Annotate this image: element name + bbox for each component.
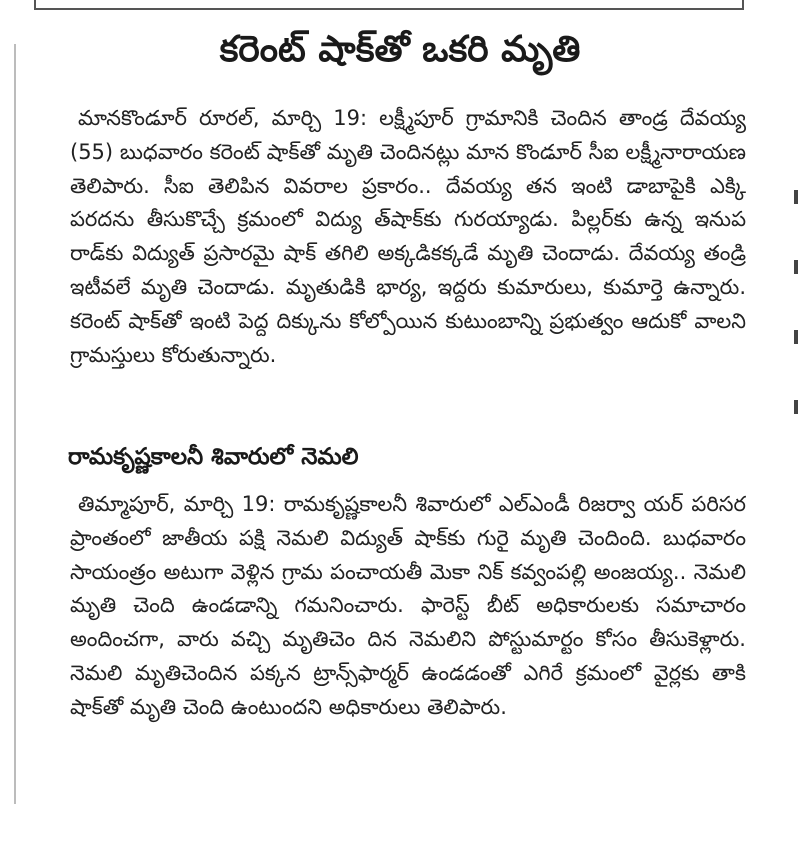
edge-mark (794, 400, 798, 414)
column-divider (14, 44, 16, 804)
page-edge-marks (794, 190, 798, 490)
edge-mark (794, 330, 798, 344)
previous-article-box-edge (34, 0, 744, 10)
article-body-peacock: తిమ్మాపూర్, మార్చి 19: రామకృష్ణకాలనీ శివారులో ఎల్‌ఎండీ రిజర్వా యర్ పరిసర ప్రాంతంలో జాతీయ పక్షి నెమలి విద్యుత్ షాక్‌కు గురై మృతి చెందింది. బుధవారం సాయంత్రం అటుగా వెళ్లిన గ్రామ పంచాయతీ మెకా నిక్ కవ్వంపల్లి అంజయ్య.. నెమలి మృతి చెంది ఉండడాన్ని గమనించారు. ఫారెస్ట్ బీట్ అధికారులకు సమాచారం అందించగా, వారు వచ్చి మృతిచెం దిన నెమలిని పోస్టుమార్టం కోసం తీసుకెళ్లారు. నెమలి మృతిచెందిన పక్కన ట్రాన్స్‌ఫార్మర్ ఉండడంతో ఎగిరే క్రమంలో వైర్లకు తాకి షాక్‌తో మృతి చెంది ఉంటుందని అధికారులు తెలిపారు. (70, 492, 746, 719)
article-subheadline: రామకృష్ణకాలనీ శివారులో నెమలి (68, 444, 359, 470)
article-headline: కరెంట్ షాక్‌తో ఒకరి మృతి (219, 29, 581, 70)
article-body-current-shock: మానకొండూర్ రూరల్, మార్చి 19: లక్ష్మీపూర్ గ్రామానికి చెందిన తాండ్ర దేవయ్య (55) బుధవారం కరెంట్ షాక్‌తో మృతి చెందినట్లు మాన కొండూర్ సీఐ లక్ష్మీనారాయణ తెలిపారు. సీఐ తెలిపిన వివరాల ప్రకారం.. దేవయ్య తన ఇంటి డాబాపైకి ఎక్కి పరదను తీసుకొచ్చే క్రమంలో విద్యు త్‌షాక్‌కు గురయ్యాడు. పిల్లర్‌కు ఉన్న ఇనుప రాడ్‌కు విద్యుత్ ప్రసారమై షాక్ తగిలి అక్కడికక్కడే మృతి చెందాడు. దేవయ్య తండ్రి ఇటీవలే మృతి చెందాడు. మృతుడికి భార్య, ఇద్దరు కుమారులు, కుమార్తె ఉన్నారు. కరెంట్ షాక్‌తో ఇంటి పెద్ద దిక్కును కోల్పోయిన కుటుంబాన్ని ప్రభుత్వం ఆదుకో వాలని గ్రామస్తులు కోరుతున్నారు. (70, 106, 746, 367)
edge-mark (794, 190, 798, 204)
next-article-headline-cut (78, 820, 758, 845)
edge-mark (794, 260, 798, 274)
